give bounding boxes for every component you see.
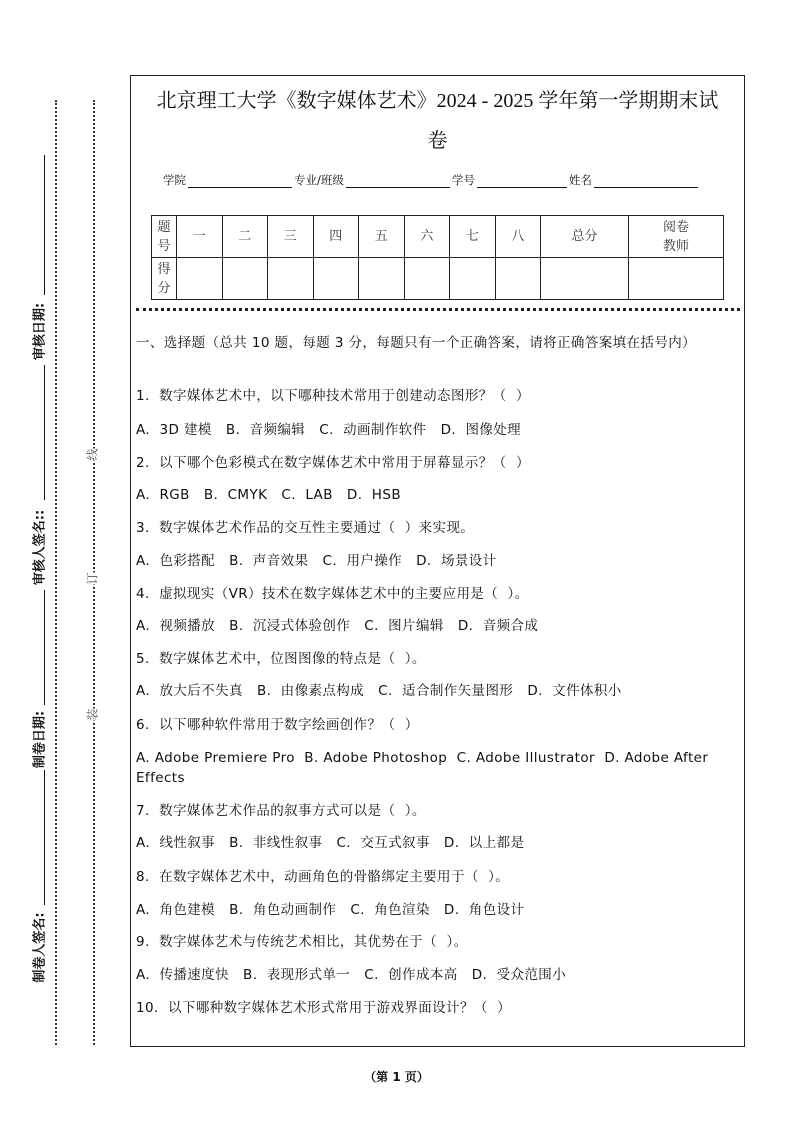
binding-dotted-line-outer: [55, 100, 57, 1045]
score-cell[interactable]: [313, 258, 359, 300]
score-column-header: 总分: [541, 216, 629, 258]
score-header-row: [152, 216, 724, 258]
question-text: 9. 数字媒体艺术与传统艺术相比，其优势在于（ ）。: [136, 934, 468, 950]
score-cell[interactable]: [450, 258, 496, 300]
signature-line: [44, 770, 45, 905]
name-field[interactable]: [594, 173, 698, 188]
question-options: A. RGB B. CMYK C. LAB D. HSB: [136, 487, 401, 503]
major-label: 专业/班级: [294, 173, 344, 187]
name-label: 姓名: [568, 173, 592, 187]
question-options: A. 色彩搭配 B. 声音效果 C. 用户操作 D. 场景设计: [136, 553, 497, 569]
student-id-field[interactable]: [477, 173, 567, 188]
question-options: A. Adobe Premiere Pro B. Adobe Photoshop C. Adobe Illustrator D. Adobe After Effects: [136, 750, 714, 786]
question-options: A. 角色建模 B. 角色动画制作 C. 角色渲染 D. 角色设计: [136, 902, 525, 918]
review-date-label: 审核日期:: [32, 302, 48, 361]
score-column-header: 八: [495, 216, 541, 258]
score-cell[interactable]: [495, 258, 541, 300]
question-text: 6. 以下哪种软件常用于数字绘画创作？（ ）: [136, 717, 419, 733]
section-heading: 一、选择题（总共 10 题，每题 3 分，每题只有一个正确答案，请将正确答案填在括号内）: [136, 335, 697, 351]
binding-mark-staple: 订: [85, 572, 100, 585]
signature-line: [44, 365, 45, 500]
major-field[interactable]: [346, 173, 450, 188]
score-cell[interactable]: [404, 258, 450, 300]
question-text: 1. 数字媒体艺术中，以下哪种技术常用于创建动态图形？（ ）: [136, 388, 530, 404]
score-column-header: 六: [404, 216, 450, 258]
score-cell[interactable]: [222, 258, 268, 300]
question-options: A. 线性叙事 B. 非线性叙事 C. 交互式叙事 D. 以上都是: [136, 835, 525, 851]
exam-title-cont: 卷: [427, 130, 448, 152]
score-cell[interactable]: [359, 258, 405, 300]
question-text: 3. 数字媒体艺术作品的交互性主要通过（ ）来实现。: [136, 520, 475, 536]
make-date-label: 制卷日期:: [32, 710, 48, 769]
score-cell[interactable]: [629, 258, 724, 300]
score-cell[interactable]: [268, 258, 314, 300]
question-options: A. 传播速度快 B. 表现形式单一 C. 创作成本高 D. 受众范围小: [136, 967, 567, 983]
question-options: A. 3D 建模 B. 音频编辑 C. 动画制作软件 D. 图像处理: [136, 422, 522, 438]
signature-line: [44, 155, 45, 295]
maker-signature-label: 制卷人签名:: [32, 912, 48, 983]
question-number-label: 题 号: [152, 216, 177, 258]
score-column-header: 五: [359, 216, 405, 258]
question-text: 8. 在数字媒体艺术中，动画角色的骨骼绑定主要用于（ ）。: [136, 869, 510, 885]
reviewer-signature-label: 审核人签名::: [32, 509, 48, 586]
exam-title: 北京理工大学《数字媒体艺术》2024 - 2025 学年第一学期期末试: [156, 90, 719, 112]
score-column-header: 三: [268, 216, 314, 258]
score-column-header: 二: [222, 216, 268, 258]
signature-line: [44, 590, 45, 705]
score-cell[interactable]: [541, 258, 629, 300]
score-row: [152, 258, 724, 300]
score-column-header: 一: [177, 216, 223, 258]
score-cell[interactable]: [177, 258, 223, 300]
college-label: 学院: [163, 173, 186, 187]
section-divider: [136, 308, 740, 311]
question-text: 7. 数字媒体艺术作品的叙事方式可以是（ ）。: [136, 803, 426, 819]
binding-mark-fold: 装: [85, 708, 100, 721]
question-options: A. 视频播放 B. 沉浸式体验创作 C. 图片编辑 D. 音频合成: [136, 618, 539, 634]
score-label: 得 分: [152, 258, 177, 300]
binding-mark-line: 线: [85, 448, 100, 461]
student-id-label: 学号: [451, 173, 475, 187]
question-text: 4. 虚拟现实（VR）技术在数字媒体艺术中的主要应用是（ ）。: [136, 586, 529, 602]
score-column-header: 七: [450, 216, 496, 258]
page-number: （第 1 页）: [364, 1070, 429, 1084]
student-info-fields: [163, 172, 700, 188]
score-table: [151, 215, 724, 300]
score-column-header: 阅卷 教师: [629, 216, 724, 258]
college-field[interactable]: [188, 173, 292, 188]
question-text: 2. 以下哪个色彩模式在数字媒体艺术中常用于屏幕显示？（ ）: [136, 455, 530, 471]
question-text: 10. 以下哪种数字媒体艺术形式常用于游戏界面设计？（ ）: [136, 1000, 512, 1016]
question-text: 5. 数字媒体艺术中，位图图像的特点是（ ）。: [136, 651, 426, 667]
question-options: A. 放大后不失真 B. 由像素点构成 C. 适合制作矢量图形 D. 文件体积小: [136, 683, 622, 699]
score-column-header: 四: [313, 216, 359, 258]
